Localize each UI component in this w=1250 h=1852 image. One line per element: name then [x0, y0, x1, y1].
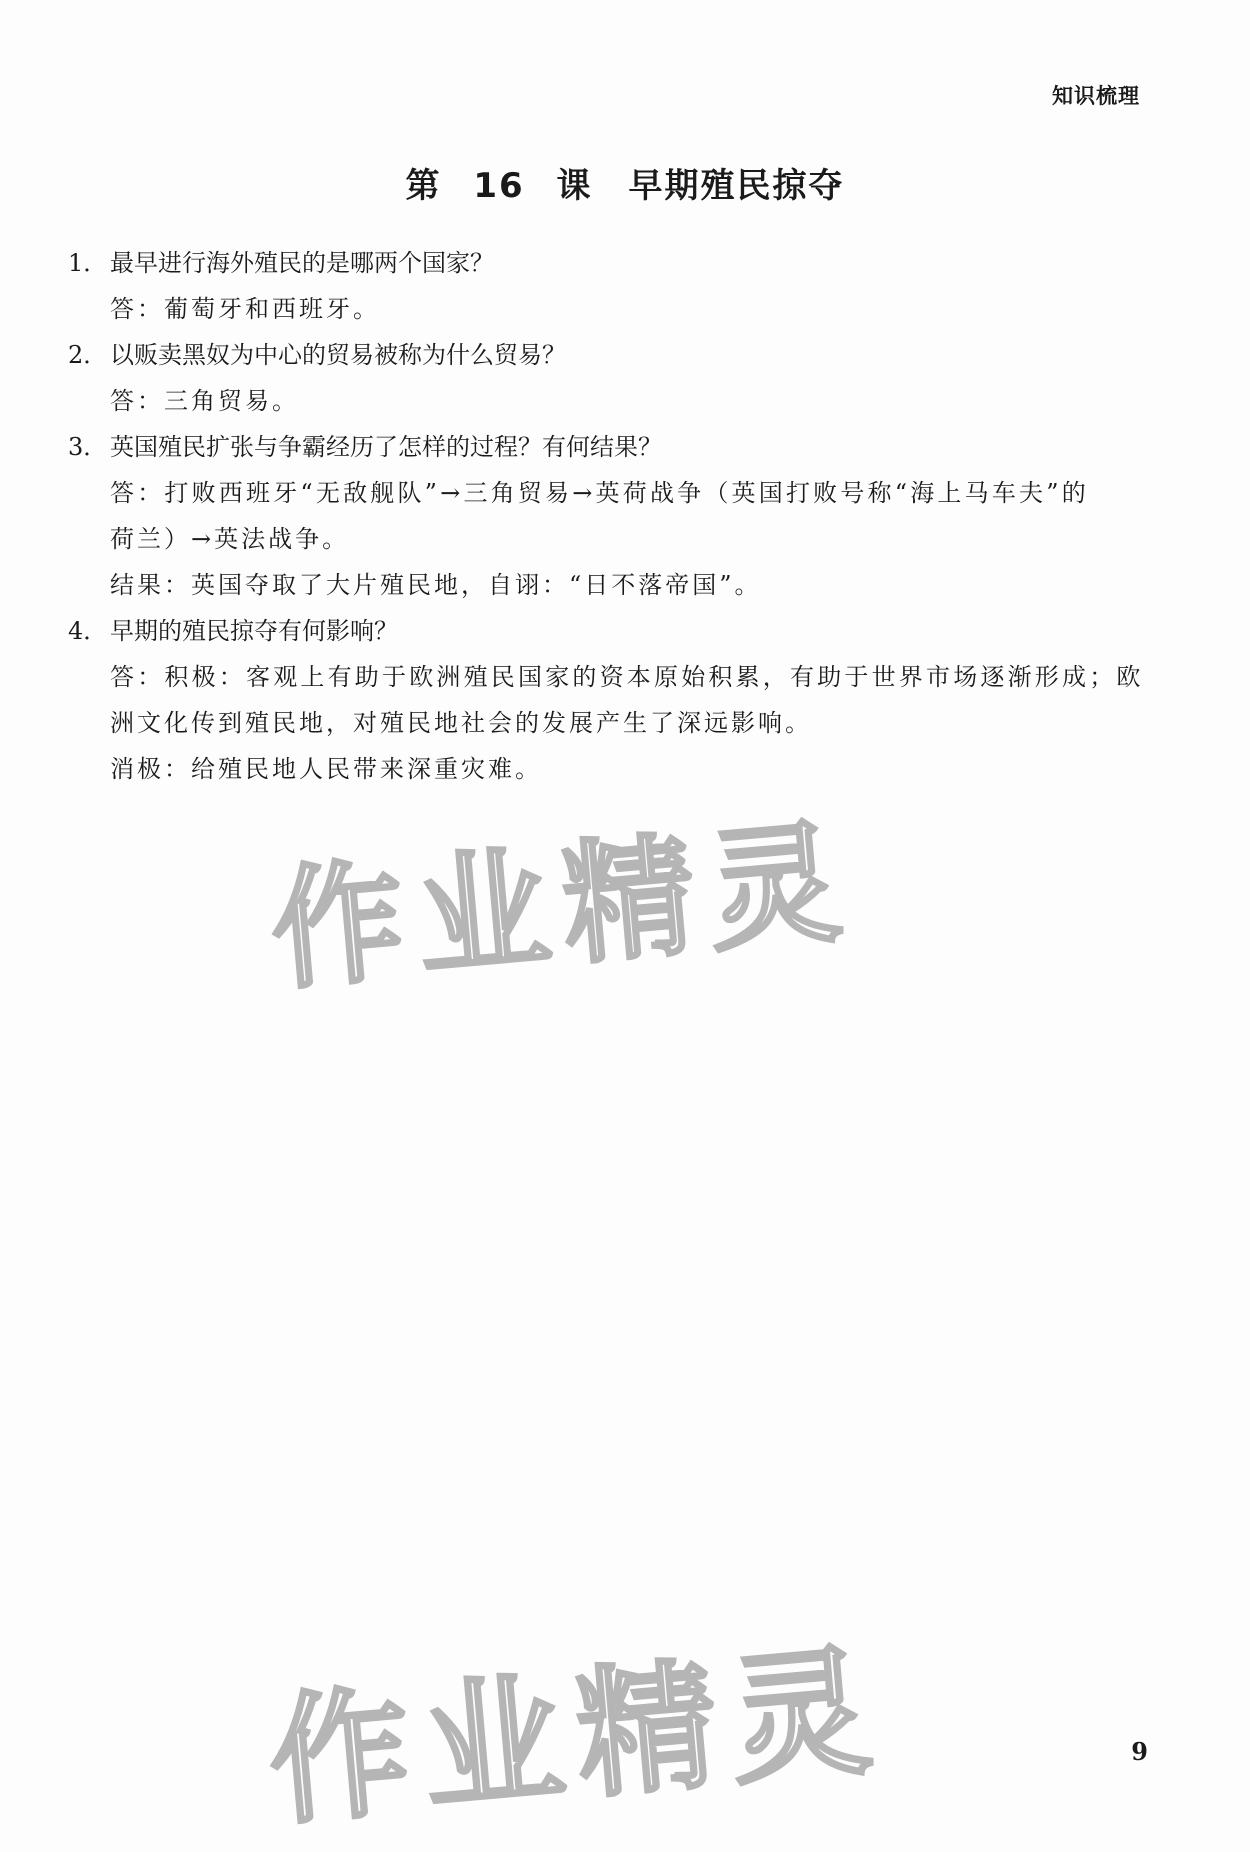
question-item — [68, 424, 1148, 608]
question-item — [68, 608, 1148, 792]
question-text: 英国殖民扩张与争霸经历了怎样的过程？有何结果？ — [110, 433, 662, 461]
question-item — [68, 332, 1148, 424]
question-number: 4． — [68, 617, 108, 645]
question-number: 2． — [68, 341, 108, 369]
lesson-title: 第 16 课 早期殖民掠夺 — [405, 166, 845, 206]
answer-line: 答：葡萄牙和西班牙。 — [110, 295, 380, 323]
answer-line: 答：积极：客观上有助于欧洲殖民国家的资本原始积累，有助于世界市场逐渐形成；欧 — [110, 663, 1144, 691]
question-number: 1． — [68, 249, 108, 277]
watermark: 作业精灵 — [265, 804, 861, 1010]
question-text: 早期的殖民掠夺有何影响？ — [110, 617, 398, 645]
watermark: 作业精灵 — [263, 1629, 891, 1846]
answer-negative-line: 消极：给殖民地人民带来深重灾难。 — [110, 755, 542, 783]
page-number: 9 — [1131, 1737, 1148, 1766]
section-label: 知识梳理 — [1052, 84, 1140, 108]
answer-line: 答：三角贸易。 — [110, 387, 299, 415]
answer-line: 答：打败西班牙“无敌舰队”→三角贸易→英荷战争（英国打败号称“海上马车夫”的 — [110, 479, 1089, 507]
question-text: 最早进行海外殖民的是哪两个国家？ — [110, 249, 494, 277]
answer-result-line: 结果：英国夺取了大片殖民地，自诩：“日不落帝国”。 — [110, 571, 762, 599]
question-list — [68, 240, 1148, 792]
question-item — [68, 240, 1148, 332]
question-text: 以贩卖黑奴为中心的贸易被称为什么贸易？ — [110, 341, 566, 369]
answer-line: 洲文化传到殖民地，对殖民地社会的发展产生了深远影响。 — [110, 709, 812, 737]
question-number: 3． — [68, 433, 108, 461]
answer-line: 荷兰）→英法战争。 — [110, 525, 350, 553]
